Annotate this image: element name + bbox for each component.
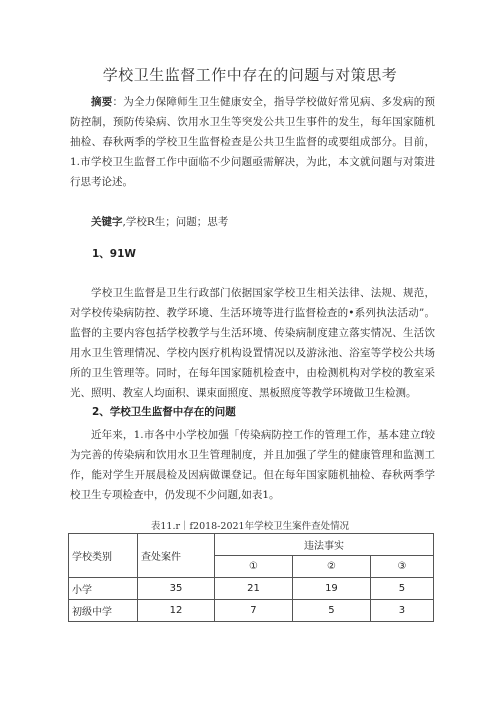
- cell-cases: 35: [138, 578, 215, 600]
- table-row: [69, 600, 434, 622]
- section1-paragraph: 学校卫生监督是卫生行政部门依据国家学校卫生相关法律、法规、规范，对学校传染病防控、教学环境、生活环境等进行监督检查的•系列执法活动”。监督的主要内容包括学校教学与生活环境、传染病制度建立落实情况、生活饮用水卫生管理情况、学校内医疗机构设置情况以及游泳池、浴室等学校公共场所的卫生管理等。同时，在每年国家随机检查中，由检测机构对学校的教室采光、照明、教室人均面积、课束面照度、黑板照度等教学环境做卫生检测。: [70, 287, 435, 399]
- keywords-label: 关键字: [91, 216, 123, 228]
- abstract-paragraph: [70, 92, 435, 192]
- cell-v3: 5: [370, 578, 433, 600]
- header-violation-1: ①: [215, 556, 293, 578]
- section1-heading: 1、91W: [92, 248, 136, 260]
- header-violation-3: ③: [370, 556, 433, 578]
- cell-type: 初级中学: [69, 600, 138, 622]
- cases-table: [68, 533, 434, 622]
- abstract-text: ：为全力保障师生卫生健康安全，指导学校做好常见病、多发病的预防控制，预防传染病、饮用水卫生等突发公共卫生事件的发生，每年国家随机抽检、春秋两季的学校卫生监督检查是公共卫生监督的或要组成部分。目前，1.市学校卫生监督工作中面临不少问题亟需解决，为此，本文就问题与对策进行思考论述。: [70, 96, 436, 188]
- section2-paragraph: 近年来，1.市各中小学校加强「传染病防控工作的管理工作，基本建立f较为完善的传染病和饮用水卫生管理制度，并且加强了学生的健康管理和监测工作，能对学生开展晨检及因病做课登记。但在每年国家随机抽检、春秋两季学校卫生专项检查中，仍发现不少问题,如表1。: [70, 429, 435, 501]
- abstract-label: 摘要: [91, 96, 113, 108]
- cell-v2: 5: [292, 600, 370, 622]
- cell-v3: 3: [370, 600, 433, 622]
- header-cases: 查处案件: [138, 534, 215, 578]
- table-row: [69, 578, 434, 600]
- cell-cases: 12: [138, 600, 215, 622]
- header-violations: 违法事实: [215, 534, 434, 556]
- keywords-paragraph: [70, 212, 435, 232]
- section2-heading: 2、学校卫生监督中存在的问题: [92, 406, 236, 418]
- document-title: 学校卫生监督工作中存在的问题与对策思考: [102, 66, 398, 84]
- cell-type: 小学: [69, 578, 138, 600]
- table-caption: 表11.r｜f2018-2021年学校卫生案件查处情况: [150, 521, 350, 532]
- table-header-row: [69, 534, 434, 556]
- cell-v1: 21: [215, 578, 293, 600]
- cell-v2: 19: [292, 578, 370, 600]
- header-violation-2: ②: [292, 556, 370, 578]
- cell-v1: 7: [215, 600, 293, 622]
- keywords-text: ,学校R生；问题；思考: [122, 216, 229, 228]
- header-school-type: 学校类别: [69, 534, 138, 578]
